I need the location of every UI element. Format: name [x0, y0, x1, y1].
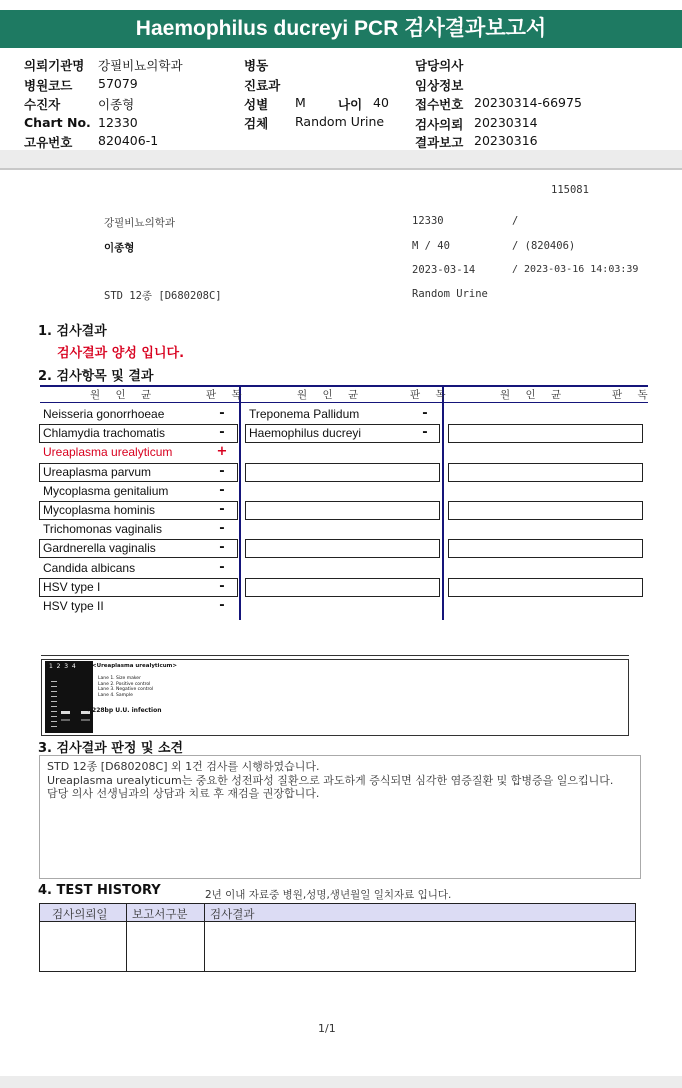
gel-top-rule — [41, 655, 629, 656]
result-sign: - — [219, 578, 225, 594]
sex-value: M — [295, 95, 306, 110]
empty-cell-box — [448, 539, 643, 558]
info-birth: / (820406) — [512, 240, 576, 252]
col-header-pathogen: 원 인 균 — [297, 389, 365, 401]
chart-value: 12330 — [98, 115, 138, 130]
pathogen-name: Haemophilus ducreyi — [249, 426, 362, 441]
chart-label: Chart No. — [24, 115, 91, 130]
history-col-divider — [204, 904, 205, 971]
pathogen-name: Neisseria gonorrhoeae — [43, 407, 165, 421]
pathogen-name: Candida albicans — [43, 560, 136, 575]
history-col-report-type: 보고서구분 — [132, 907, 188, 921]
result-sign: - — [219, 540, 225, 556]
gel-band-positive — [61, 711, 70, 714]
request-label: 검사의뢰 — [415, 117, 464, 132]
info-code: 115081 — [551, 184, 589, 196]
request-value: 20230314 — [474, 115, 538, 130]
empty-cell-box — [448, 578, 643, 597]
empty-cell-box — [245, 501, 440, 520]
info-date-report: / 2023-03-16 14:03:39 — [512, 264, 639, 275]
footer-band — [0, 1076, 682, 1088]
specimen-value: Random Urine — [295, 114, 385, 129]
info-sex-age: M / 40 — [412, 240, 450, 252]
gel-band-label: 228bp U.U. infection — [92, 707, 162, 714]
report-label: 결과보고 — [415, 135, 464, 150]
info-institution: 강필비뇨의학과 — [104, 217, 176, 229]
col-header-pathogen: 원 인 균 — [90, 389, 158, 401]
table-header-line — [40, 402, 648, 403]
history-table — [39, 903, 636, 972]
section4-title: 4. TEST HISTORY — [38, 883, 161, 898]
gel-legend-item: Lane 4. Sample — [98, 692, 133, 698]
result-summary: 검사결과 양성 입니다. — [57, 346, 185, 361]
col-header-judge: 판 독 — [206, 389, 248, 401]
unique-value: 820406-1 — [98, 133, 159, 148]
col-header-judge: 판 독 — [410, 389, 452, 401]
col-header-judge: 판 독 — [612, 389, 654, 401]
info-chart: 12330 — [412, 215, 444, 227]
result-sign: - — [422, 425, 428, 441]
gel-title: <Ureaplasma urealyticum> — [92, 663, 177, 669]
empty-cell-box — [245, 578, 440, 597]
pathogen-name: HSV type II — [43, 599, 104, 613]
specimen-label: 검체 — [244, 116, 269, 131]
info-specimen: Random Urine — [412, 288, 488, 300]
gel-legend-item: Lane 1. Size maker — [98, 676, 141, 681]
report-value: 20230316 — [474, 133, 538, 148]
pathogen-name: Ureaplasma parvum — [43, 464, 152, 479]
gel-band-primer — [81, 719, 90, 721]
history-col-request-date: 검사의뢰일 — [52, 907, 108, 921]
pathogen-name: Chlamydia trachomatis — [43, 426, 166, 441]
info-date-request: 2023-03-14 — [412, 264, 476, 276]
dept-label: 진료과 — [244, 78, 281, 93]
opinion-line: STD 12종 [D680208C] 외 1건 검사를 시행하였습니다. — [47, 760, 320, 773]
history-note: 2년 이내 자료중 병원,성명,생년월일 일치자료 입니다. — [205, 889, 452, 901]
history-header-row — [40, 904, 635, 922]
result-sign: - — [219, 598, 225, 613]
section1-title: 1. 검사결과 — [38, 324, 107, 339]
gel-electrophoresis-image — [45, 661, 93, 733]
gel-band-primer — [61, 719, 70, 721]
institution-value: 강필비뇨의학과 — [98, 58, 183, 73]
header-band — [0, 150, 682, 170]
sex-label: 성별 — [244, 97, 269, 112]
patient-label: 수진자 — [24, 97, 61, 112]
empty-cell-box — [448, 501, 643, 520]
result-sign: - — [422, 406, 428, 421]
result-sign: + — [216, 444, 228, 460]
receipt-label: 접수번호 — [415, 97, 464, 112]
result-sign: - — [219, 463, 225, 479]
age-label: 나이 — [338, 97, 363, 112]
page-number: 1/1 — [318, 1022, 336, 1035]
clinical-label: 임상정보 — [415, 78, 464, 93]
pathogen-name: Trichomonas vaginalis — [43, 522, 162, 537]
pathogen-name: HSV type I — [43, 579, 101, 594]
result-sign: - — [219, 502, 225, 517]
report-title: Haemophilus ducreyi PCR 검사결과보고서 — [0, 10, 682, 48]
unique-label: 고유번호 — [24, 135, 73, 150]
history-col-divider — [126, 904, 127, 971]
info-patient: 이종형 — [104, 242, 135, 254]
result-sign: - — [219, 482, 225, 498]
gel-ladder-lane — [51, 677, 57, 727]
section3-title: 3. 검사결과 판정 및 소견 — [38, 741, 184, 756]
ward-label: 병동 — [244, 58, 269, 73]
doctor-label: 담당의사 — [415, 58, 464, 73]
empty-cell-box — [245, 539, 440, 558]
hospital-code-value: 57079 — [98, 76, 138, 91]
header-divider — [0, 168, 682, 170]
gel-legend — [98, 676, 153, 698]
gel-band-annotation: ←228bp U.U. infection — [87, 707, 162, 714]
opinion-line: 담당 의사 선생님과의 상담과 치료 후 재검을 권장합니다. — [47, 787, 320, 800]
result-sign: - — [219, 559, 225, 575]
gel-legend-item: Lane 2. Positive control — [98, 681, 151, 687]
result-sign: - — [219, 521, 225, 537]
info-slash: / — [512, 215, 519, 227]
table-col-separator — [442, 385, 444, 620]
empty-cell-box — [448, 463, 643, 482]
opinion-box — [39, 755, 641, 879]
gel-lane-numbers: 1 2 3 4 — [49, 663, 76, 670]
age-value: 40 — [373, 95, 389, 110]
info-test: STD 12종 [D680208C] — [104, 290, 222, 302]
section2-title: 2. 검사항목 및 결과 — [38, 369, 154, 384]
hospital-code-label: 병원코드 — [24, 78, 73, 93]
result-sign: - — [219, 406, 225, 421]
history-col-result: 검사결과 — [210, 907, 255, 921]
opinion-line: Ureaplasma urealyticum는 중요한 성전파성 질환으로 과도하게 증식되면 심각한 염증질환 및 합병증을 일으킵니다. — [47, 773, 614, 787]
col-header-pathogen: 원 인 균 — [500, 389, 568, 401]
pathogen-name: Ureaplasma urealyticum — [43, 445, 173, 460]
pathogen-name: Mycoplasma hominis — [43, 503, 156, 517]
empty-cell-box — [448, 424, 643, 443]
pathogen-name: Treponema Pallidum — [249, 407, 360, 421]
institution-label: 의뢰기관명 — [24, 58, 85, 73]
empty-cell-box — [245, 463, 440, 482]
patient-value: 이종형 — [98, 97, 135, 112]
gel-legend-item: Lane 3. Negative control — [98, 687, 154, 692]
table-col-separator — [239, 385, 241, 620]
pathogen-name: Gardnerella vaginalis — [43, 541, 156, 556]
receipt-value: 20230314-66975 — [474, 95, 582, 110]
pathogen-name: Mycoplasma genitalium — [43, 483, 169, 498]
result-sign: - — [219, 425, 225, 441]
